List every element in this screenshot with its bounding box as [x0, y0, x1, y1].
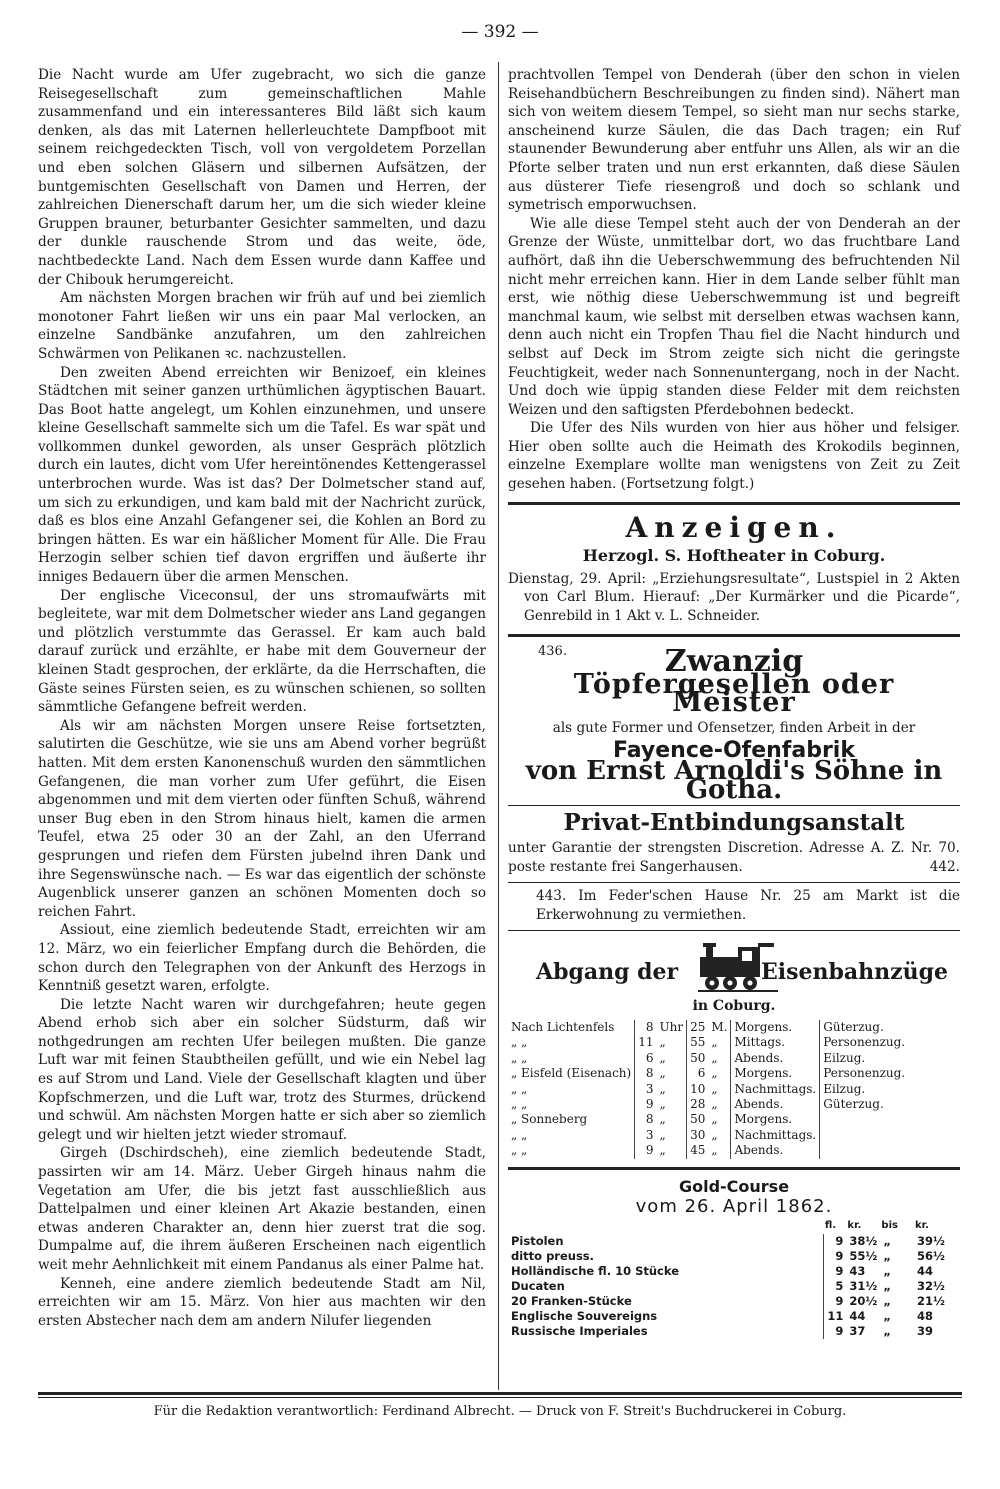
gold-header-kr: kr. [847, 1219, 862, 1231]
gold-cell-name: Pistolen [511, 1233, 564, 1248]
train-cell-m: 30 [687, 1128, 709, 1143]
train-cell-type [820, 1112, 908, 1127]
train-cell-m: 45 [687, 1143, 709, 1158]
train-cell-u: „ [657, 1112, 687, 1127]
train-cell-h: 9 [635, 1097, 657, 1112]
train-cell-u: „ [657, 1097, 687, 1112]
gold-cell-name: 20 Franken-Stücke [511, 1293, 632, 1308]
train-cell-m: 25 [687, 1020, 709, 1035]
train-cell-part: Morgens. [731, 1020, 820, 1035]
gold-cell-kr2: 56½ [917, 1248, 945, 1263]
gold-row [508, 1264, 948, 1279]
page-number: — 392 — [461, 22, 539, 42]
gold-header-kr2: kr. [915, 1219, 929, 1231]
ad-rule [508, 882, 960, 883]
gold-row [508, 1234, 948, 1249]
train-cell-mm: M. [708, 1020, 731, 1035]
train-cell-mm: „ [708, 1066, 731, 1081]
gold-cell-kr2: 39 [917, 1323, 934, 1338]
gold-row [508, 1294, 948, 1309]
article-paragraph: Girgeh (Dschirdscheh), eine ziemlich bedeutende Stadt, passirten wir am 14. März. Ueber Girgeh hinaus nahm die Vegetation am Ufer, die bis jetzt fast ausschließlich aus Dattelpalmen und einer kleinen Art Akazie bestanden, einen etwas anderen Charakter an, denn hier zuerst trat die sog. Dumpalme auf, die ihrem äußeren Erscheinen nach eigentlich weit mehr Aehnlichkeit mit einem Pandanus als einer Palme hat. [38, 1145, 486, 1273]
train-cell-h: 6 [635, 1051, 657, 1066]
ads-heading: Anzeigen. [625, 510, 843, 544]
ad-company-owner: von Ernst Arnoldi's Söhne in Gotha. [525, 756, 943, 805]
gold-cell-bis: „ [883, 1233, 891, 1248]
train-cell-m: 50 [687, 1051, 709, 1066]
section-rule [508, 1167, 960, 1170]
ad-text: als gute Former und Ofensetzer, finden Arbeit in der [552, 720, 916, 736]
train-cell-mm: „ [708, 1051, 731, 1066]
train-row [508, 1082, 908, 1097]
train-cell-dest: „ Eisfeld (Eisenach) [511, 1066, 632, 1081]
column-divider [498, 62, 499, 1390]
ad-436 [508, 643, 960, 805]
gold-cell-name: Englische Souvereigns [511, 1308, 658, 1323]
train-cell-type [820, 1143, 908, 1158]
ad-text-body: unter Garantie der strengsten Discretion. Adresse A. Z. Nr. 70. poste restante frei Sangerhausen. [508, 839, 960, 875]
train-cell-type [820, 1128, 908, 1143]
train-title-left: Abgang der [536, 959, 679, 986]
train-cell-type: Personenzug. [823, 1035, 906, 1050]
gold-date: vom 26. April 1862. [635, 1196, 833, 1218]
ad-number: 436. [538, 643, 567, 659]
train-cell-mm: „ [708, 1097, 731, 1112]
train-row [508, 1035, 908, 1050]
train-cell-u: „ [657, 1066, 687, 1081]
train-cell-part: Nachmittags. [731, 1128, 820, 1143]
ad-text [508, 839, 960, 876]
train-cell-u: Uhr [657, 1020, 687, 1035]
article-paragraph: Wie alle diese Tempel steht auch der von Denderah an der Grenze der Wüste, unmittelbar dort, wo das fruchtbare Land aufhört, daß ihn die Ueberschwemmung des befruchtenden Nil nicht mehr erreichen kann. Hier in dem Lande selber fühlt man erst, wie nöthig diese Ueberschwemmung ist und begreift manchmal kaum, wie selbst mit derselben etwas wachsen kann, denn auch nicht ein Tropfen Thau fiel die Nacht hindurch und selbst auf Deck im Strom zeigte sich nicht die geringste Feuchtigkeit, weder nach Sonnenuntergang, noch in der Nacht. Und doch wie üppig standen diese Felder mit dem reichsten Weizen und den saftigsten Pferdebohnen bedeckt. [508, 215, 960, 418]
train-cell-m: 55 [687, 1035, 709, 1050]
train-cell-u: „ [657, 1035, 687, 1050]
article-paragraph: Am nächsten Morgen brachen wir früh auf und bei ziemlich monotoner Fahrt ließen wir uns ein paar Mal verlocken, an einzelne Sandbänke anzufahren, um den zahlreichen Schwärmen von Pelikanen ꝛc. nachzustellen. [38, 290, 486, 362]
gold-cell-kr: 37 [849, 1323, 866, 1338]
train-row [508, 1066, 908, 1081]
train-schedule-header [508, 941, 960, 1003]
article-paragraph: Die letzte Nacht waren wir durchgefahren; heute gegen Abend erhob sich aber ein solcher Südsturm, daß wir nothgedrungen am rechten Ufer beilegen mußten. Die ganze Luft war mit feinen Staubtheilen gefüllt, und wie ein Nebel lag es auf Strom und Land. Viele der Gesellschaft klagten und über Kopfschmerzen, und die Luft war, trotz des Sturmes, drückend und schwül. Am nächsten Morgen hatte er sich aber so ziemlich gelegt und wir hielten jetzt wieder stromauf. [38, 996, 486, 1143]
gold-cell-fl: 9 [824, 1234, 847, 1249]
ad-number: 442. [929, 858, 960, 875]
gold-cell-bis: „ [883, 1293, 891, 1308]
right-article-text [508, 66, 960, 494]
train-cell-h: 3 [635, 1128, 657, 1143]
ad-subheadline: Töpfergesellen oder Meister [573, 668, 895, 719]
gold-row [508, 1309, 948, 1324]
train-cell-mm: „ [708, 1082, 731, 1097]
train-cell-m: 50 [687, 1112, 709, 1127]
left-column [38, 66, 486, 1330]
train-cell-mm: „ [708, 1143, 731, 1158]
ad-headline: Privat-Entbindungsanstalt [563, 809, 905, 837]
train-cell-mm: „ [708, 1112, 731, 1127]
ad-company: Fayence-Ofenfabrik [613, 737, 855, 763]
gold-header-fl: fl. [824, 1219, 837, 1231]
footer-rule [38, 1392, 962, 1395]
theater-text: Dienstag, 29. April: „Erziehungsresultate“, Lustspiel in 2 Akten von Carl Blum. Hierauf: „Der Kurmärker und die Picarde“, Genrebild in 1 Akt v. L. Schneider. [508, 570, 960, 625]
article-paragraph: Als wir am nächsten Morgen unsere Reise fortsetzten, salutirten die Geschütze, wie sie uns am Abend vorher begrüßt hatten. Mit dem ersten Kanonenschuß wurden den sämmtlichen Gefangenen, die man vorher zum Ufer geführt, die Eisen abgenommen und mit dem vierten oder fünften Schuß, während unser Bug eben in den Strom hinaus hielt, kamen die armen Teufel, etwa 25 oder 30 an der Zahl, an den Uferrand gesprungen und riefen dem Fürsten jubelnd ihren Dank und ihre Segenswünsche nach. — Es war das eigentlich der schönste Augenblick unserer ganzen an schönen Momenten doch so reichen Fahrt. [38, 717, 486, 920]
gold-cell-kr2: 32½ [917, 1278, 945, 1293]
gold-cell-kr: 38½ [849, 1233, 878, 1248]
gold-cell-name: Ducaten [511, 1278, 565, 1293]
train-row [508, 1143, 908, 1158]
gold-row [508, 1249, 948, 1264]
gold-cell-fl: 9 [824, 1294, 847, 1309]
article-paragraph: Assiout, eine ziemlich bedeutende Stadt, erreichten wir am 12. März, wo ein feierlicher Empfang durch die Behörden, die schon durch den Telegraphen von der Ankunft des Herzogs in Kenntniß gesetzt waren, erfolgte. [38, 922, 486, 995]
train-cell-part: Morgens. [731, 1112, 820, 1127]
gold-cell-name: Russische Imperiales [511, 1323, 648, 1338]
gold-cell-bis: „ [883, 1323, 891, 1338]
train-row [508, 1051, 908, 1066]
train-cell-m: 6 [687, 1066, 709, 1081]
gold-cell-fl: 9 [824, 1324, 847, 1339]
train-cell-h: 8 [635, 1066, 657, 1081]
gold-title: Gold-Course [678, 1176, 790, 1196]
ad-443-text: 443. Im Feder'schen Hause Nr. 25 am Markt ist die Erkerwohnung zu vermiethen. [536, 888, 960, 923]
train-cell-part: Abends. [731, 1051, 820, 1066]
train-cell-dest: „ „ [511, 1035, 528, 1050]
train-cell-dest: „ „ [511, 1050, 528, 1065]
gold-cell-fl: 5 [824, 1279, 847, 1294]
train-cell-h: 11 [635, 1035, 657, 1050]
train-cell-type: Personenzug. [823, 1066, 906, 1081]
train-row [508, 1128, 908, 1143]
gold-cell-bis: „ [883, 1248, 891, 1263]
gold-cell-kr2: 48 [917, 1308, 934, 1323]
train-row [508, 1097, 908, 1112]
article-paragraph: Der englische Viceconsul, der uns stromaufwärts mit begleitete, war mit dem Dolmetscher wieder ans Land gegangen und plötzlich verstummte das Gerassel. Er kam auch bald darauf zurück und erzählte, er habe mit dem Gouverneur der kleinen Stadt gesprochen, der erklärte, da die Herrschaften, die Gäste seines Fürsten seien, es zu wünschen schienen, so sollten sämmtliche Gefangene befreit werden. [38, 587, 486, 716]
article-paragraph: prachtvollen Tempel von Denderah (über den schon in vielen Reisehandbüchern Beschreibungen zu finden sind). Nähert man sich von weitem diesem Tempel, so sieht man nur sechs starke, anscheinend kurze Säulen, die das Dach tragen; ein Ruf staunender Bewunderung aber entfuhr uns Allen, als wir an die Pforte selber traten und nun erst erkannten, daß diese Säulen aus düsterer Tiefe riesengroß und doch so schlank und symetrisch emporwuchsen. [508, 67, 960, 214]
train-cell-dest: „ Sonneberg [511, 1112, 588, 1127]
gold-cell-bis: „ [883, 1308, 891, 1323]
train-cell-dest: Nach Lichtenfels [511, 1019, 615, 1034]
train-cell-part: Mittags. [731, 1035, 820, 1050]
article-paragraph: Die Ufer des Nils wurden von hier aus höher und felsiger. Hier oben sollte auch die Heimath des Krokodils beginnen, einzelne Exemplare wollte man wenigstens von Zeit zu Zeit gesehen haben. (Fortsetzung folgt.) [508, 420, 960, 493]
gold-row [508, 1324, 948, 1339]
gold-cell-bis: „ [883, 1263, 891, 1278]
train-cell-type: Güterzug. [823, 1019, 884, 1034]
theater-title: Herzogl. S. Hoftheater in Coburg. [582, 546, 886, 566]
gold-header-name [508, 1217, 824, 1234]
right-column [508, 66, 960, 1339]
train-cell-part: Morgens. [731, 1066, 820, 1081]
gold-cell-kr: 43 [849, 1263, 866, 1278]
ad-headline: Zwanzig [664, 644, 804, 680]
ad-rule [508, 930, 960, 931]
train-cell-dest: „ „ [511, 1096, 528, 1111]
train-cell-dest: „ „ [511, 1143, 528, 1158]
train-cell-part: Abends. [731, 1143, 820, 1158]
ad-442 [508, 809, 960, 876]
train-cell-h: 3 [635, 1082, 657, 1097]
gold-cell-fl: 11 [824, 1309, 847, 1324]
gold-header-bis: bis [881, 1219, 898, 1231]
train-cell-u: „ [657, 1051, 687, 1066]
train-cell-part: Nachmittags. [731, 1082, 820, 1097]
gold-cell-name: ditto preuss. [511, 1248, 595, 1263]
train-cell-h: 9 [635, 1143, 657, 1158]
train-cell-h: 8 [635, 1020, 657, 1035]
train-cell-m: 28 [687, 1097, 709, 1112]
gold-cell-fl: 9 [824, 1249, 847, 1264]
train-title-right: Eisenbahnzüge [761, 959, 948, 986]
gold-cell-kr2: 21½ [917, 1293, 945, 1308]
article-paragraph: Den zweiten Abend erreichten wir Benizoef, ein kleines Städtchen mit seiner ganzen urthümlichen ägyptischen Bauart. Das Boot hatte angelegt, um Kohlen einzunehmen, und unsere kleine Gesellschaft sammelte sich um die Tafel. Es war spät und vollkommen dunkel geworden, als unser Gespräch plötzlich durch ein lautes, dicht vom Ufer hereintönendes Kettengerassel unterbrochen wurde. Was ist das? Der Dolmetscher stand auf, um sich zu erkundigen, und kam bald mit der Nachricht zurück, daß es blos eine Anzahl Gefangener sei, die Kohlen an Bord zu bringen hätten. Es war ein häßlicher Moment für Alle. Die Frau Herzogin selber schien tief davon ergriffen und äußerte ihr inniges Bedauern über die armen Menschen. [38, 364, 486, 586]
gold-cell-kr: 55½ [849, 1248, 878, 1263]
article-paragraph: Kenneh, eine andere ziemlich bedeutende Stadt am Nil, erreichten wir am 15. März. Von hier aus machten wir den ersten Abstecher nach dem am andern Nilufer liegenden [38, 1275, 486, 1329]
ad-rule [508, 634, 960, 637]
train-cell-dest: „ „ [511, 1081, 528, 1096]
train-cell-u: „ [657, 1143, 687, 1158]
train-cell-type: Eilzug. [823, 1050, 866, 1065]
train-cell-h: 8 [635, 1112, 657, 1127]
train-cell-type: Güterzug. [823, 1096, 884, 1111]
train-cell-part: Abends. [731, 1097, 820, 1112]
imprint-footer: Für die Redaktion verantwortlich: Ferdinand Albrecht. — Druck von F. Streit's Buchdruckerei in Coburg. [153, 1404, 847, 1419]
train-cell-type: Eilzug. [823, 1081, 866, 1096]
train-cell-m: 10 [687, 1082, 709, 1097]
gold-cell-kr: 44 [849, 1308, 866, 1323]
footer-rule [38, 1397, 962, 1398]
gold-cell-bis: „ [883, 1278, 891, 1293]
gold-cell-kr2: 39½ [917, 1233, 945, 1248]
train-cell-mm: „ [708, 1035, 731, 1050]
gold-cell-kr: 20½ [849, 1293, 878, 1308]
train-cell-mm: „ [708, 1128, 731, 1143]
train-cell-u: „ [657, 1082, 687, 1097]
gold-cell-kr: 31½ [849, 1278, 878, 1293]
section-rule [508, 502, 960, 505]
train-cell-dest: „ „ [511, 1127, 528, 1142]
train-subtitle: in Coburg. [692, 998, 776, 1015]
ad-rule [508, 805, 960, 806]
gold-row [508, 1279, 948, 1294]
train-row [508, 1112, 908, 1127]
train-table [508, 1020, 908, 1159]
train-row [508, 1020, 908, 1035]
gold-cell-kr2: 44 [917, 1263, 934, 1278]
train-cell-u: „ [657, 1128, 687, 1143]
gold-cell-fl: 9 [824, 1264, 847, 1279]
gold-cell-name: Holländische fl. 10 Stücke [511, 1263, 680, 1278]
gold-header-row [508, 1217, 948, 1234]
article-paragraph: Die Nacht wurde am Ufer zugebracht, wo sich die ganze Reisegesellschaft zum gemeinschaftlichen Mahle zusammenfand und ein interessanteres Bild läßt sich kaum denken, als das mit Laternen hellerleuchtete Dampfboot mit seinem reichgedeckten Tisch, voll von vergoldetem Porzellan und eben solchen Gläsern und silbernen Aufsätzen, der buntgemischten Gesellschaft von Damen und Herren, der zahlreichen Dienerschaft darum her, um die sich wieder kleine Gruppen brauner, beturbanter Gesichter sammelten, und dazu der dunkle rauschende Strom und das weite, öde, nachtbedeckte Land. Nach dem Essen wurde dann Kaffee und der Chibouk herumgereicht. [38, 67, 486, 288]
gold-table [508, 1217, 948, 1339]
